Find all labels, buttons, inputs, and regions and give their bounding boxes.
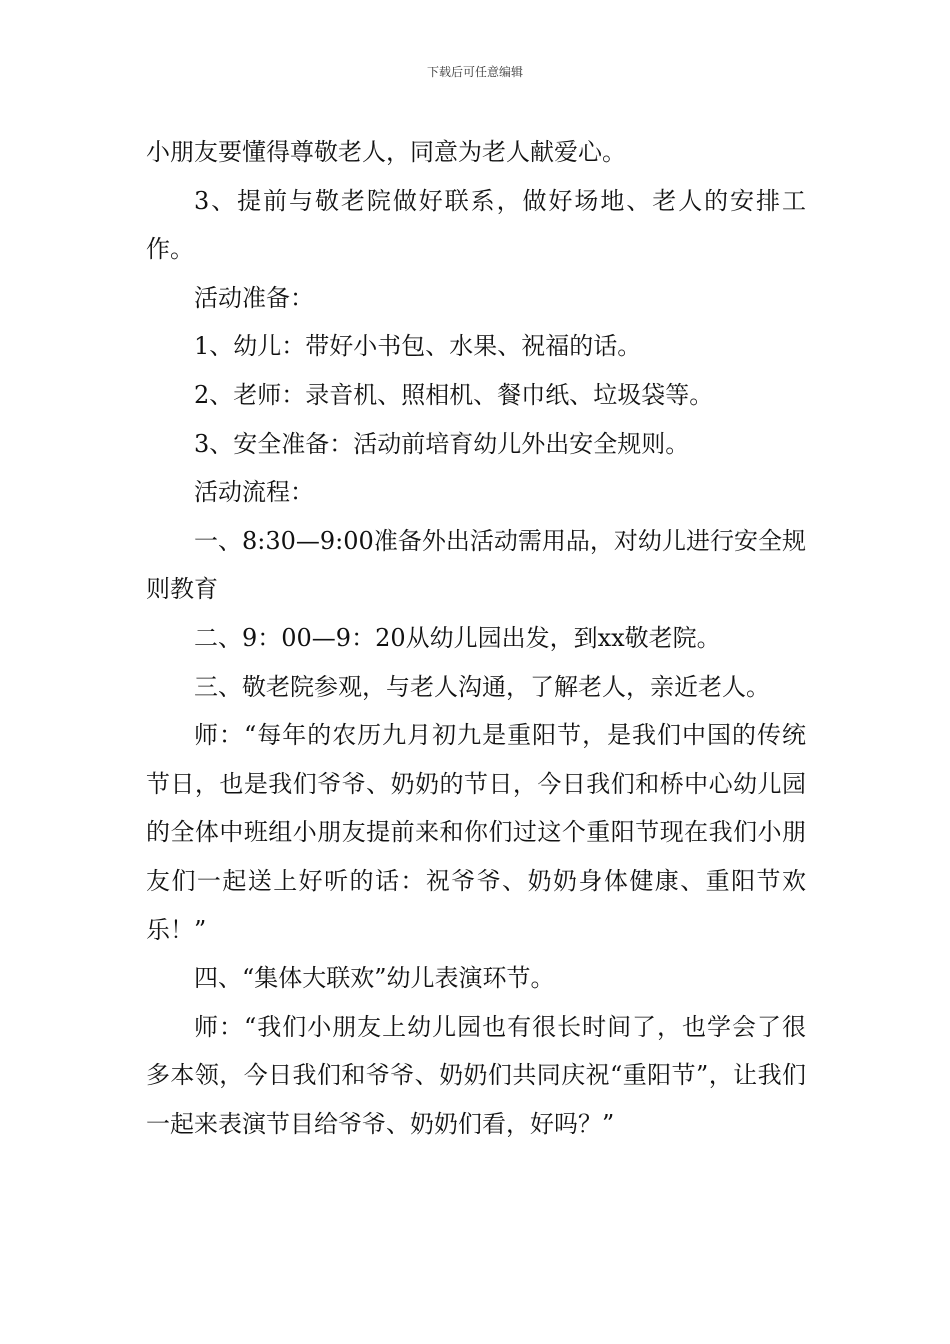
paragraph-prep-children: 1、幼儿：带好小书包、水果、祝福的话。 <box>194 332 642 361</box>
paragraph-continuation: 小朋友要懂得尊敬老人，同意为老人献爱心。 <box>146 138 626 166</box>
section-heading-process: 活动流程： <box>194 478 314 507</box>
paragraph-prep-teachers: 2、老师：录音机、照相机、餐巾纸、垃圾袋等。 <box>194 380 714 409</box>
page-header-note: 下载后可任意编辑 <box>426 65 523 79</box>
paragraph-teacher-speech-1: 师：“每年的农历九月初九是重阳节，是我们中国的传统节日，也是我们爷爷、奶奶的节日，今日我们和桥中心幼儿园的全体中班组小朋友提前来和你们过这个重阳节现在我们小朋友们一起送上好听的话：祝爷爷、奶奶身体健康、重阳节欢乐！” <box>146 721 806 944</box>
paragraph-process-step-2: 二、9：00—9：20从幼儿园出发，到xx敬老院。 <box>194 623 721 652</box>
paragraph-prep-safety: 3、安全准备：活动前培育幼儿外出安全规则。 <box>194 429 690 458</box>
paragraph-process-step-3: 三、敬老院参观，与老人沟通，了解老人，亲近老人。 <box>194 672 770 701</box>
paragraph-teacher-speech-2: 师：“我们小朋友上幼儿园也有很长时间了，也学会了很多本领，今日我们和爷爷、奶奶们共同庆祝“重阳节”，让我们一起来表演节目给爷爷、奶奶们看，好吗？” <box>146 1012 806 1138</box>
section-heading-preparation: 活动准备： <box>194 283 314 312</box>
paragraph-process-step-1: 一、8:30—9:00准备外出活动需用品，对幼儿进行安全规则教育 <box>146 526 806 604</box>
paragraph-process-step-4: 四、“集体大联欢”幼儿表演环节。 <box>194 964 555 993</box>
document-body <box>146 128 806 1148</box>
paragraph-item-3-contact: 3、提前与敬老院做好联系，做好场地、老人的安排工作。 <box>146 186 806 264</box>
